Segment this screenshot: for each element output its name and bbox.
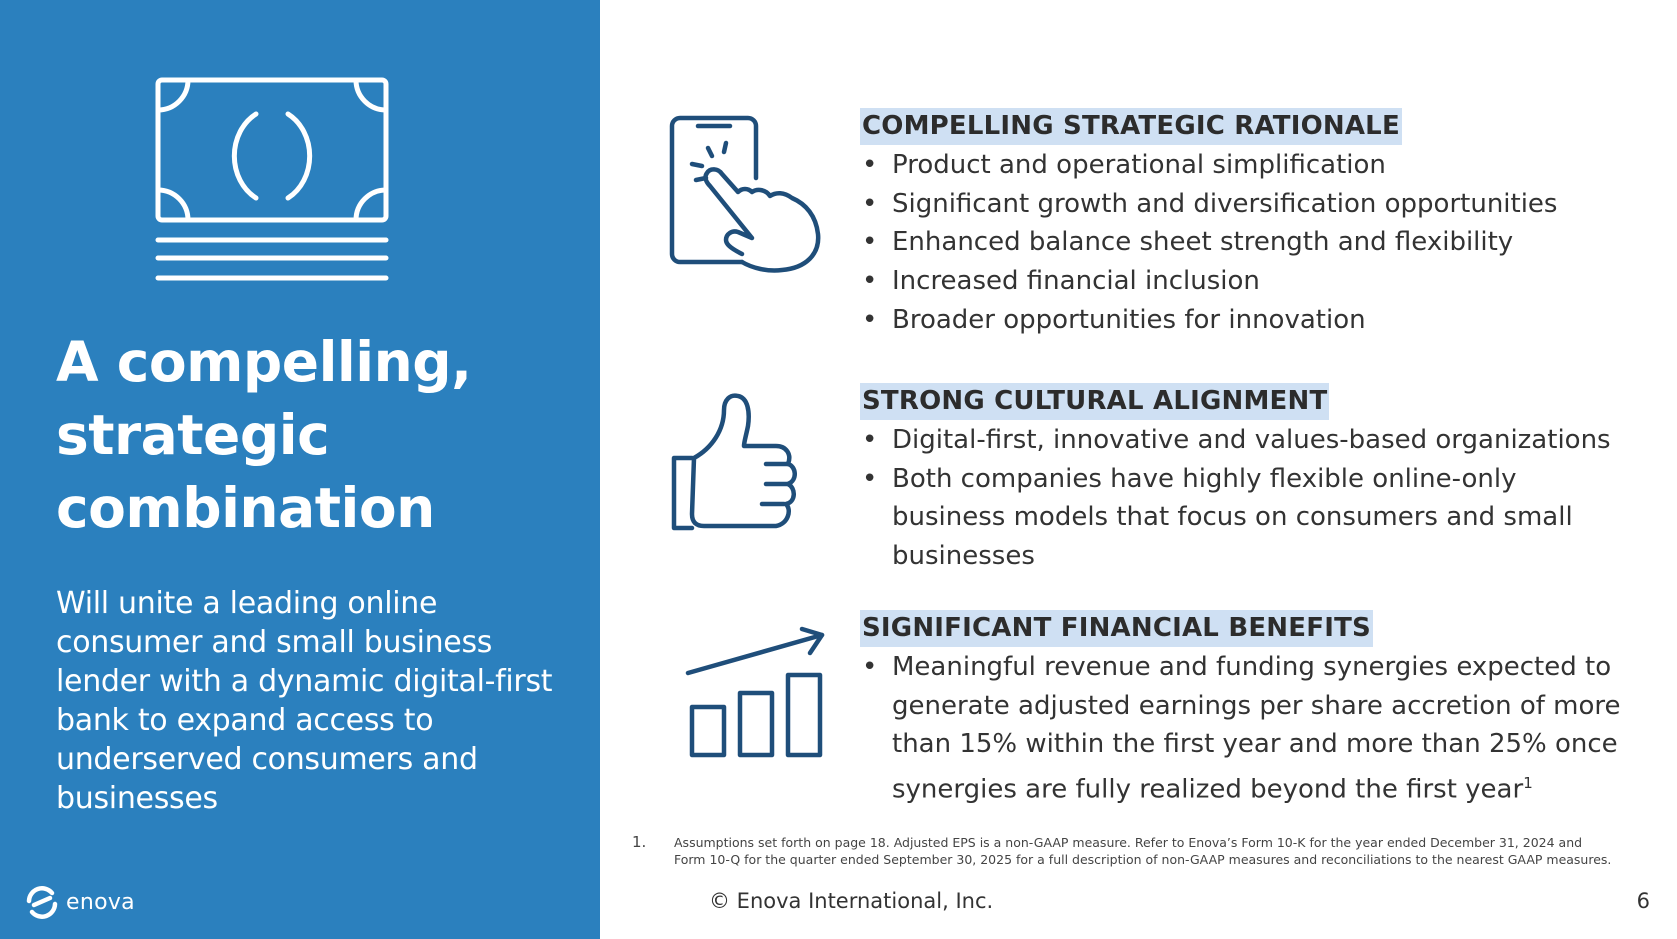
bullet-item: business models that focus on consumers and small xyxy=(892,502,1573,533)
enova-logo xyxy=(24,884,135,920)
bullet-item: • Enhanced balance sheet strength and flexibility xyxy=(860,223,1557,262)
smartphone-tap-icon xyxy=(660,108,840,278)
footnote-text: Assumptions set forth on page 18. Adjusted EPS is a non-GAAP measure. Refer to Enova’s Form 10-K for the year ended December 31, 2024 and Form 10-Q for the quarter ended September 30, 2025 for a full description of non-GAAP measures and reconciliations to the nearest GAAP measures. xyxy=(674,835,1612,867)
section-title: COMPELLING STRATEGIC RATIONALE xyxy=(860,108,1402,145)
bullet-item: • Broader opportunities for innovation xyxy=(860,301,1557,340)
section-title: SIGNIFICANT FINANCIAL BENEFITS xyxy=(860,610,1373,647)
thumbs-up-icon xyxy=(660,386,810,546)
bullet-item: businesses xyxy=(892,541,1035,572)
bullet-list xyxy=(860,146,1557,340)
bullet-item: • Increased financial inclusion xyxy=(860,262,1557,301)
enova-logo-icon xyxy=(24,884,60,920)
section-cultural-alignment xyxy=(660,376,1660,596)
headline-line: A compelling, xyxy=(56,330,472,394)
bullet-item: • Meaningful revenue and funding synergies expected to xyxy=(860,648,1621,687)
bullet-item: • Significant growth and diversification opportunities xyxy=(860,185,1557,224)
bullet-item xyxy=(860,764,1621,809)
logo-wordmark: enova xyxy=(66,889,135,915)
banknote-stack-icon xyxy=(152,72,392,292)
bullet-text: synergies are fully realized beyond the first year xyxy=(892,774,1524,805)
headline-line: strategic xyxy=(56,403,330,467)
section-title: STRONG CULTURAL ALIGNMENT xyxy=(860,383,1329,420)
bullet-item: than 15% within the first year and more than 25% once xyxy=(892,729,1618,760)
headline xyxy=(56,326,576,545)
headline-subtext: Will unite a leading online consumer and small business lender with a dynamic digital-first bank to expand access to underserved consumers and businesses xyxy=(56,586,553,816)
bullet-list xyxy=(860,421,1611,576)
bullet-item: • Both companies have highly flexible online-only xyxy=(860,460,1611,499)
headline-line: combination xyxy=(56,476,435,540)
footnote-ref: 1 xyxy=(1523,774,1533,793)
copyright: © Enova International, Inc. xyxy=(709,889,994,913)
bullet-item: • Product and operational simplification xyxy=(860,146,1557,185)
footnote xyxy=(632,834,1632,868)
footnote-number: 1. xyxy=(632,833,647,851)
bullet-item: • Digital-first, innovative and values-based organizations xyxy=(860,421,1611,460)
left-panel xyxy=(0,0,600,939)
bullet-item: generate adjusted earnings per share accretion of more xyxy=(892,690,1621,721)
bar-chart-growth-icon xyxy=(660,623,830,773)
section-strategic-rationale xyxy=(660,100,1660,350)
section-financial-benefits xyxy=(660,603,1660,823)
page-number: 6 xyxy=(1636,889,1650,913)
bullet-list xyxy=(860,648,1621,809)
